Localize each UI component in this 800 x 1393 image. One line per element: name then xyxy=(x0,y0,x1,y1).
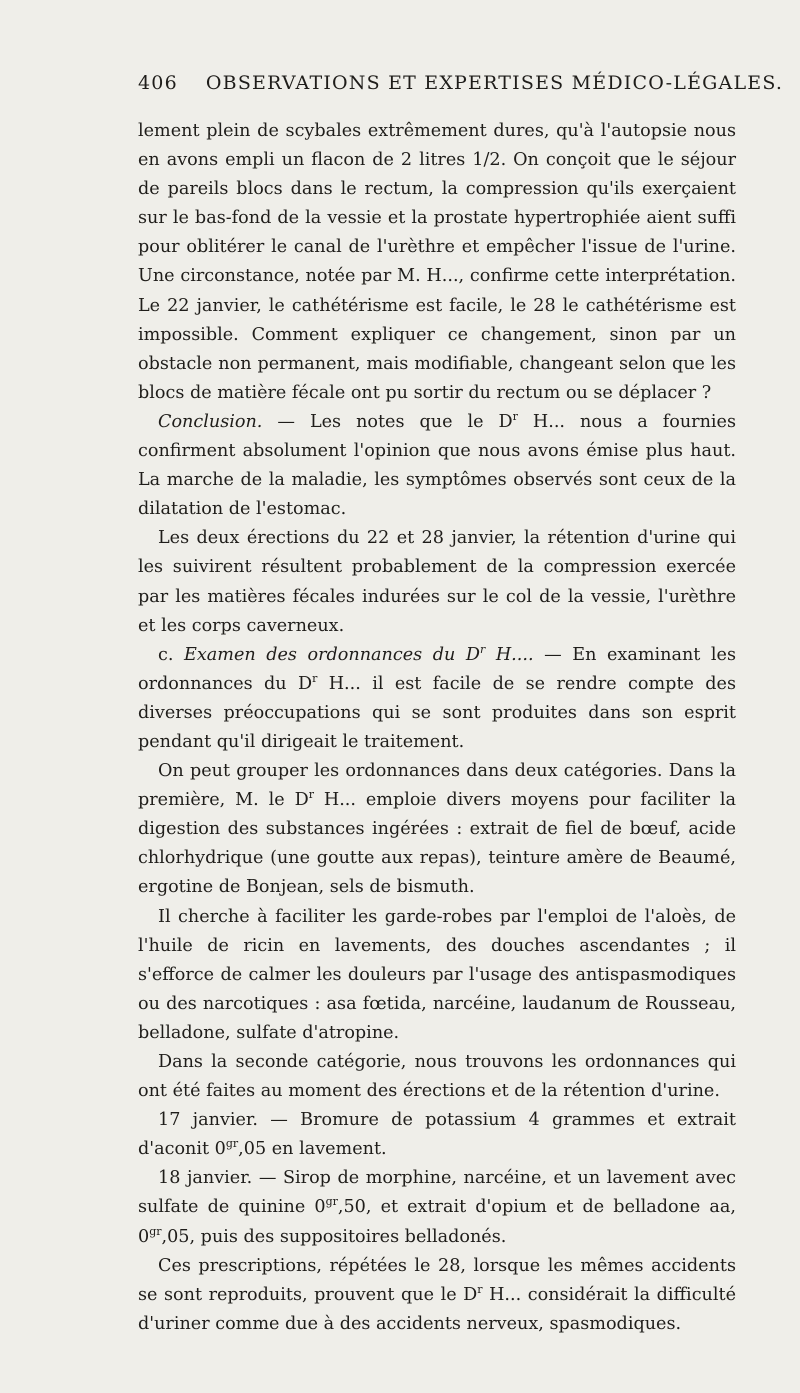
prescription-18-janvier: 18 janvier. — Sirop de morphine, narcéine, et un lavement avec sulfate de quinine $0^{gr},50$, et extrait d'opium et de belladone aa, $0^{gr},05$, puis des suppositoires belladonés. xyxy=(138,1168,736,1247)
body-text xyxy=(138,117,736,1339)
prescription-17-janvier: 17 janvier. — Bromure de potassium 4 grammes et extrait d'aconit $0^{gr},05$ en lavement. xyxy=(138,1110,736,1160)
paragraph-examen: c. Examen des ordonnances du $D^r$ H.... — En examinant les ordonnances du $D^r$ H... il est facile de se rendre compte des diverses préoccupations qui se sont produites dans son esprit pendant qu'il dirigeait le traitement. xyxy=(138,642,736,752)
running-header xyxy=(138,72,784,94)
paragraph-categories: On peut grouper les ordonnances dans deux catégories. Dans la première, M. le $D^r$ H... emploie divers moyens pour faciliter la digestion des substances ingérées : extrait de fiel de bœuf, acide chlorhydrique (une goutte aux repas), teinture amère de Beaumé, ergotine de Bonjean, sels de bismuth. xyxy=(138,761,736,898)
paragraph-conclusion: Conclusion. — Les notes que le $D^r$ H... nous a fournies confirment absolument l'opinion que nous avons émise plus haut. La marche de la maladie, les symptômes observés sont ceux de la dilatation de l'estomac. xyxy=(138,409,736,520)
paragraph-erections: Les deux érections du 22 et 28 janvier, la rétention d'urine qui les suivirent résultent probablement de la compression exercée par les matières fécales indurées sur le col de la vessie, l'urèthre et les corps caverneux. xyxy=(138,528,736,636)
paragraph-garde-robes: Il cherche à faciliter les garde-robes par l'emploi de l'aloès, de l'huile de ricin en lavements, des douches ascendantes ; il s'efforce de calmer les douleurs par l'usage des antispasmodiques ou des narcotiques : asa fœtida, narcéine, laudanum de Rousseau, belladone, sulfate d'atropine. xyxy=(138,906,736,1043)
paragraph-seconde-categorie: Dans la seconde catégorie, nous trouvons les ordonnances qui ont été faites au moment des érections et de la rétention d'urine. xyxy=(138,1052,736,1102)
examen-heading: Examen des ordonnances du $D^r$ H.... xyxy=(184,642,534,665)
paragraph-continued: lement plein de scybales extrêmement dures, qu'à l'autopsie nous en avons empli un flacon de 2 litres 1/2. On conçoit que le séjour de pareils blocs dans le rectum, la compression qu'ils exerçaient sur le bas-fond de la vessie et la prostate hypertrophiée aient suffi pour oblitérer le canal de l'urèthre et empêcher l'issue de l'urine. Une circonstance, notée par M. H..., confirme cette interprétation. Le 22 janvier, le cathétérisme est facile, le 28 le cathétérisme est impossible. Comment expliquer ce changement, sinon par un obstacle non permanent, mais modifiable, changeant selon que les blocs de matière fécale ont pu sortir du rectum ou se déplacer ? xyxy=(138,121,736,403)
running-title: OBSERVATIONS ET EXPERTISES MÉDICO-LÉGALES. xyxy=(205,72,784,94)
page-number: 406 xyxy=(138,72,178,94)
paragraph-prescriptions: Ces prescriptions, répétées le 28, lorsque les mêmes accidents se sont reproduits, prouvent que le $D^r$ H... considérait la difficulté d'uriner comme due à des accidents nerveux, spasmodiques. xyxy=(138,1255,736,1334)
conclusion-label: Conclusion. xyxy=(158,411,263,432)
